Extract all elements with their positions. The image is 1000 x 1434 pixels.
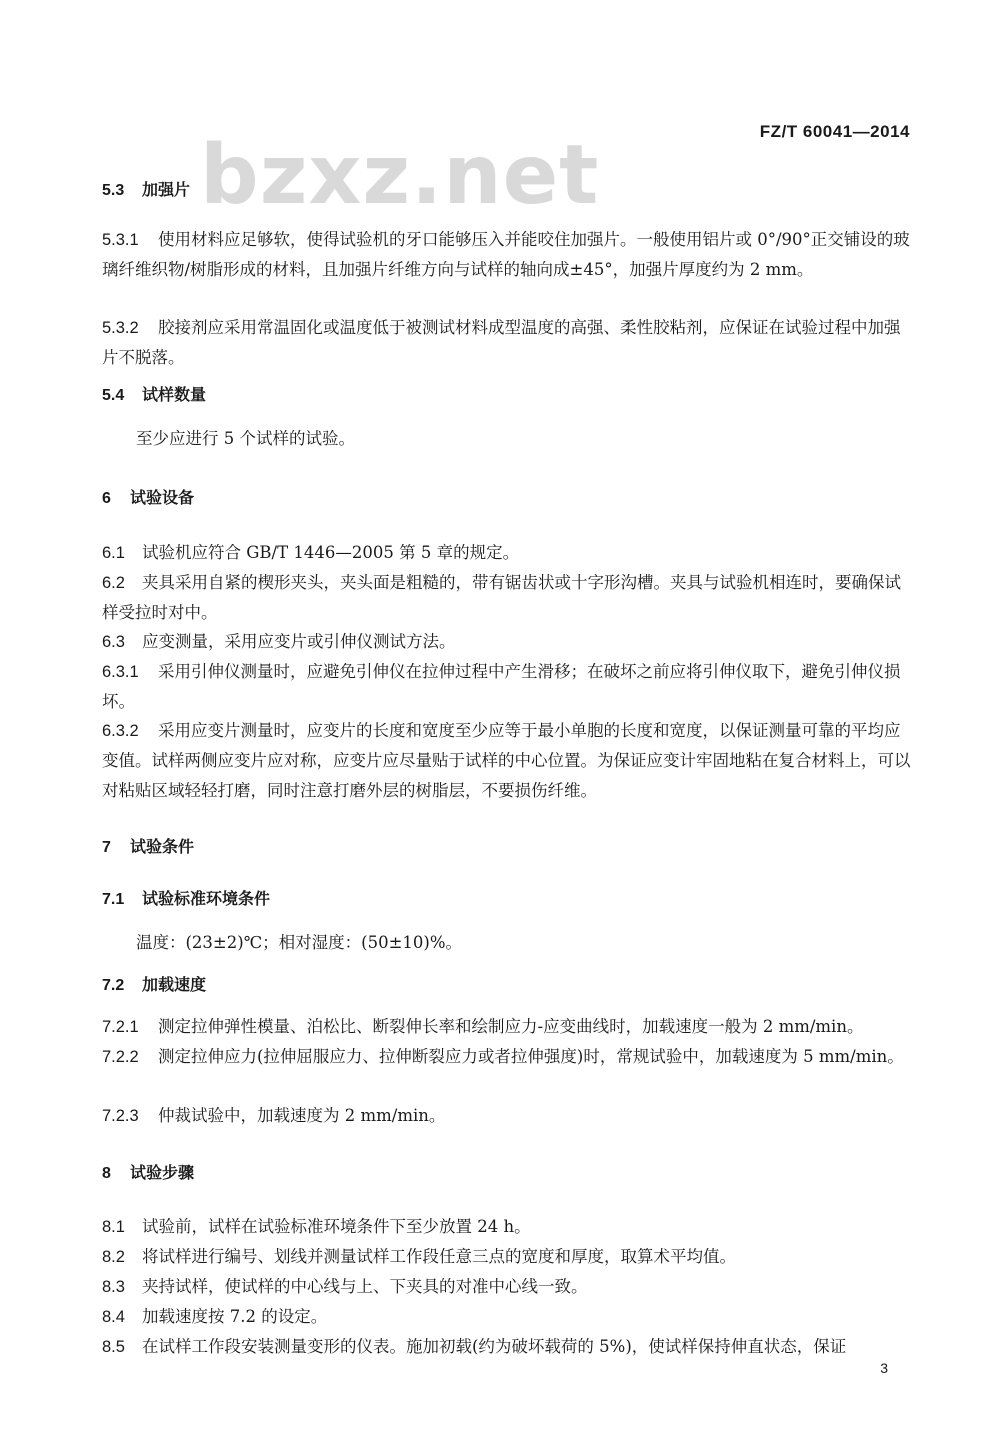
clause-5-4-body: 至少应进行 5 个试样的试验。 [136, 429, 355, 448]
clause-7-1-body: 温度：(23±2)℃；相对湿度：(50±10)%。 [136, 933, 463, 952]
document-code: FZ/T 60041—2014 [759, 122, 910, 141]
clause-7-2-2: 7.2.2 测定拉伸应力(拉伸屈服应力、拉伸断裂应力或者拉伸强度)时，常规试验中，加载速度为 5 mm/min。 [102, 1047, 904, 1066]
section-heading-5-4: 5.4 试样数量 [102, 385, 207, 404]
clause-6-3-1: 6.3.1 采用引伸仪测量时，应避免引伸仪在拉伸过程中产生滑移；在破坏之前应将引伸仪取下，避免引伸仪损坏。 [102, 662, 901, 711]
clause-6-3-2: 6.3.2 采用应变片测量时，应变片的长度和宽度至少应等于最小单胞的长度和宽度，以保证测量可靠的平均应变值。试样两侧应变片应对称，应变片应尽量贴于试样的中心位置。为保证应变计牢固地粘在复合材料上，可以对粘贴区域轻轻打磨，同时注意打磨外层的树脂层，不要损伤纤维。 [102, 721, 911, 800]
clause-8-4: 8.4 加载速度按 7.2 的设定。 [102, 1307, 328, 1326]
chapter-heading-8: 8 试验步骤 [102, 1163, 195, 1182]
watermark: bzxz.net [200, 128, 600, 223]
page-number: 3 [880, 1360, 888, 1376]
section-heading-7-2: 7.2 加载速度 [102, 975, 207, 994]
clause-6-1: 6.1 试验机应符合 GB/T 1446—2005 第 5 章的规定。 [102, 543, 520, 562]
clause-7-2-1: 7.2.1 测定拉伸弹性模量、泊松比、断裂伸长率和绘制应力-应变曲线时，加载速度一般为 2 mm/min。 [102, 1017, 864, 1036]
clause-5-3-2: 5.3.2 胶接剂应采用常温固化或温度低于被测试材料成型温度的高强、柔性胶粘剂，应保证在试验过程中加强片不脱落。 [102, 318, 901, 367]
chapter-heading-7: 7 试验条件 [102, 837, 195, 856]
clause-7-2-3: 7.2.3 仲裁试验中，加载速度为 2 mm/min。 [102, 1106, 446, 1125]
clause-8-5: 8.5 在试样工作段安装测量变形的仪表。施加初载(约为破坏载荷的 5%)，使试样保持伸直状态，保证 [102, 1337, 847, 1356]
clause-8-2: 8.2 将试样进行编号、划线并测量试样工作段任意三点的宽度和厚度，取算术平均值。 [102, 1247, 736, 1266]
clause-5-3-1: 5.3.1 使用材料应足够软，使得试验机的牙口能够压入并能咬住加强片。一般使用铝片或 0°/90°正交铺设的玻璃纤维织物/树脂形成的材料，且加强片纤维方向与试样的轴向成±45°，加强片厚度约为 2 mm。 [102, 230, 910, 279]
chapter-heading-6: 6 试验设备 [102, 488, 195, 507]
section-heading-7-1: 7.1 试验标准环境条件 [102, 889, 271, 908]
clause-8-3: 8.3 夹持试样，使试样的中心线与上、下夹具的对准中心线一致。 [102, 1277, 588, 1296]
clause-8-1: 8.1 试验前，试样在试验标准环境条件下至少放置 24 h。 [102, 1217, 531, 1236]
clause-6-2: 6.2 夹具采用自紧的楔形夹头，夹头面是粗糙的，带有锯齿状或十字形沟槽。夹具与试验机相连时，要确保试样受拉时对中。 [102, 573, 901, 622]
clause-6-3: 6.3 应变测量，采用应变片或引伸仪测试方法。 [102, 632, 456, 651]
section-heading-5-3: 5.3 加强片 [102, 180, 191, 199]
